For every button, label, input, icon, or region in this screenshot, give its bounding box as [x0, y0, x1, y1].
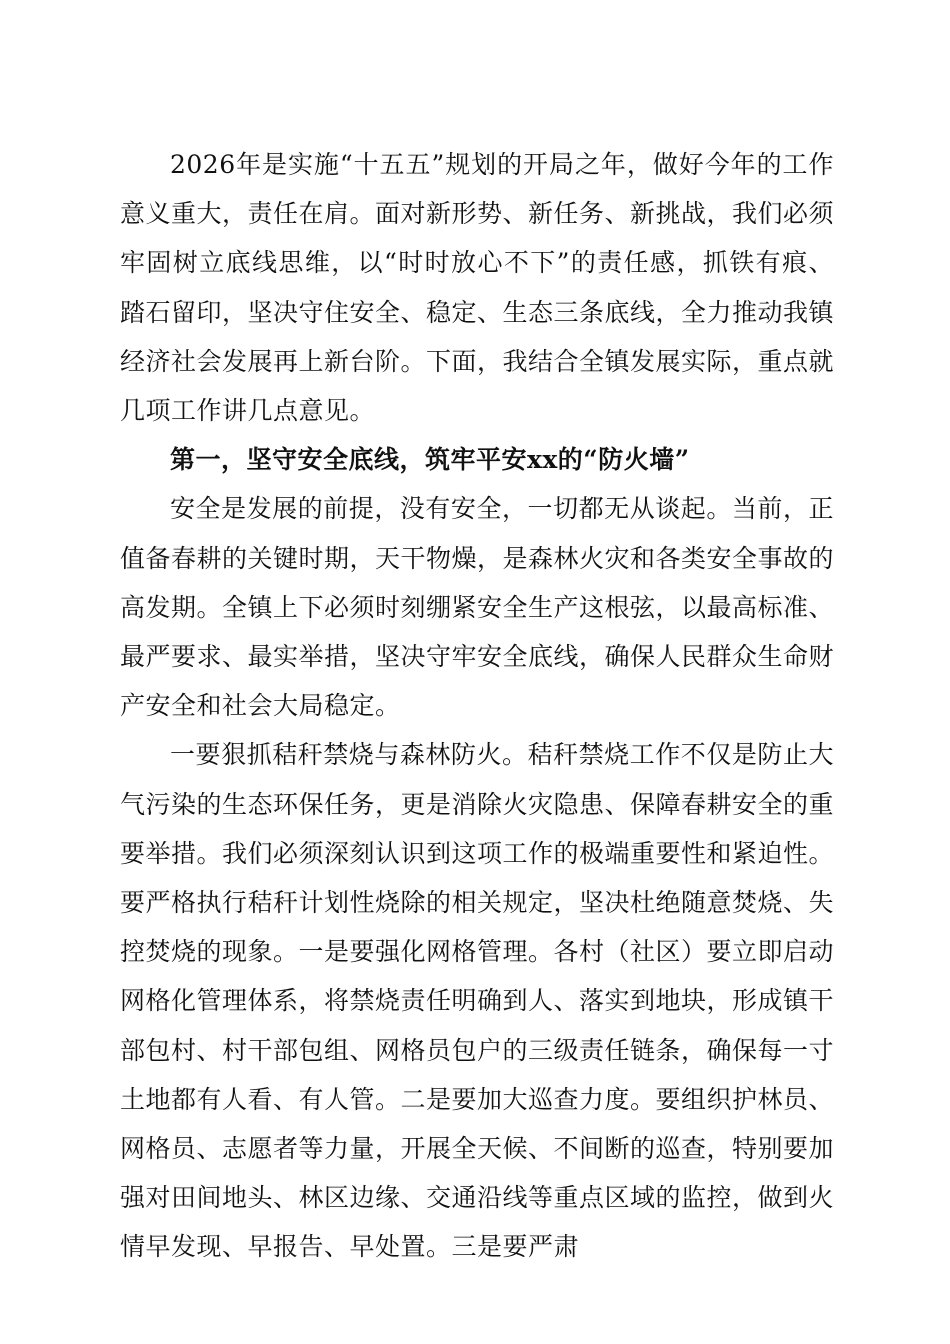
section-1-point-1-paragraph: 一要狠抓秸秆禁烧与森林防火。秸秆禁烧工作不仅是防止大气污染的生态环保任务，更是消除火灾隐患、保障春耕安全的重要举措。我们必须深刻认识到这项工作的极端重要性和紧迫性。要严格执行秸秆计划性烧除的相关规定，坚决杜绝随意焚烧、失控焚烧的现象。一是要强化网格管理。各村（社区）要立即启动网格化管理体系，将禁烧责任明确到人、落实到地块，形成镇干部包村、村干部包组、网格员包户的三级责任链条，确保每一寸土地都有人看、有人管。二是要加大巡查力度。要组织护林员、网格员、志愿者等力量，开展全天候、不间断的巡查，特别要加强对田间地头、林区边缘、交通沿线等重点区域的监控，做到火情早发现、早报告、早处置。三是要严肃 — [120, 740, 835, 1262]
section-1-body-paragraph: 安全是发展的前提，没有安全，一切都无从谈起。当前，正值备春耕的关键时期，天干物燥，是森林火灾和各类安全事故的高发期。全镇上下必须时刻绷紧安全生产这根弦，以最高标准、最严要求、最实举措，坚决守牢安全底线，确保人民群众生命财产安全和社会大局稳定。 — [120, 494, 835, 721]
section-1-heading: 第一，坚守安全底线，筑牢平安xx的“防火墙” — [170, 445, 690, 475]
intro-paragraph: 2026年是实施“十五五”规划的开局之年，做好今年的工作意义重大，责任在肩。面对新形势、新任务、新挑战，我们必须牢固树立底线思维，以“时时放心不下”的责任感，抓铁有痕、踏石留印，坚决守住安全、稳定、生态三条底线，全力推动我镇经济社会发展再上新台阶。下面，我结合全镇发展实际，重点就几项工作讲几点意见。 — [120, 150, 835, 426]
document-body — [120, 140, 834, 1272]
